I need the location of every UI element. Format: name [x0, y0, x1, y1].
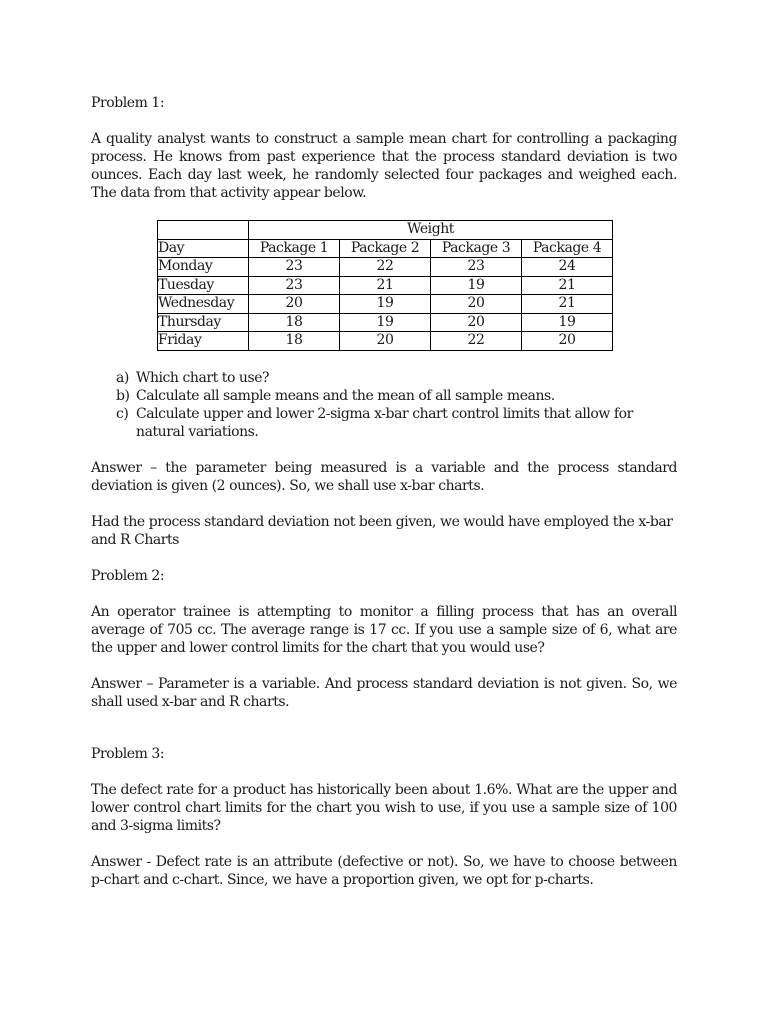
table-header-row — [158, 239, 613, 258]
problem1-note: Had the process standard deviation not been given, we would have employed the x-bar and R Charts — [91, 513, 673, 548]
table-cell: 23 — [249, 258, 340, 277]
table-row — [158, 258, 613, 277]
list-marker: c) — [116, 405, 129, 422]
problem3-answer: Answer - Defect rate is an attribute (defective or not). So, we have to choose between p-chart and c-chart. Since, we have a proportion given, we opt for p-charts. — [91, 853, 677, 888]
question-text: Calculate upper and lower 2-sigma x-bar chart control limits that allow for natural variations. — [136, 405, 633, 440]
table-cell: 23 — [431, 258, 522, 277]
list-item — [116, 387, 677, 405]
table-group-header: Weight — [249, 221, 613, 240]
document-page — [91, 94, 677, 889]
problem1-heading: Problem 1: — [91, 95, 165, 111]
table-cell: 20 — [249, 295, 340, 314]
table-cell: 21 — [340, 276, 431, 295]
table-cell: 20 — [340, 332, 431, 351]
table-header-cell: Package 1 — [249, 239, 340, 258]
table-cell: 20 — [431, 295, 522, 314]
problem2-text: An operator trainee is attempting to monitor a filling process that has an overall average of 705 cc. The average range is 17 cc. If you use a sample size of 6, what are the upper and lower control limits for the chart that you would use? — [91, 603, 677, 656]
table-cell: Tuesday — [158, 276, 249, 295]
table-cell: 18 — [249, 313, 340, 332]
table-cell: 24 — [522, 258, 613, 277]
table-cell: Monday — [158, 258, 249, 277]
table-cell: Wednesday — [158, 295, 249, 314]
table-header-cell: Package 4 — [522, 239, 613, 258]
problem2-heading: Problem 2: — [91, 567, 165, 584]
question-list — [116, 369, 677, 441]
table-row — [158, 276, 613, 295]
weight-table — [157, 220, 613, 351]
problem3-text: The defect rate for a product has historically been about 1.6%. What are the upper and lower control chart limits for the chart you wish to use, if you use a sample size of 100 and 3-sigma limits? — [91, 781, 677, 834]
question-text: Calculate all sample means and the mean of all sample means. — [136, 387, 555, 404]
table-cell: Friday — [158, 332, 249, 351]
list-marker: a) — [116, 369, 129, 386]
table-cell: 18 — [249, 332, 340, 351]
table-row — [158, 295, 613, 314]
table-row — [158, 332, 613, 351]
list-marker: b) — [116, 387, 130, 404]
table-cell: 22 — [340, 258, 431, 277]
table-header-cell: Package 2 — [340, 239, 431, 258]
table-cell: 20 — [431, 313, 522, 332]
question-text: Which chart to use? — [136, 369, 270, 386]
problem1-answer: Answer – the parameter being measured is a variable and the process standard deviation is given (2 ounces). So, we shall use x-bar charts. — [91, 459, 677, 494]
table-cell: 20 — [522, 332, 613, 351]
table-empty-cell — [158, 221, 249, 240]
table-cell: 21 — [522, 295, 613, 314]
table-cell: 19 — [522, 313, 613, 332]
table-header-cell: Day — [158, 239, 249, 258]
table-header-cell: Package 3 — [431, 239, 522, 258]
table-cell: 19 — [431, 276, 522, 295]
table-cell: 23 — [249, 276, 340, 295]
problem2-answer: Answer – Parameter is a variable. And process standard deviation is not given. So, we shall used x-bar and R charts. — [91, 675, 677, 710]
table-cell: 22 — [431, 332, 522, 351]
table-cell: 19 — [340, 313, 431, 332]
problem1-intro: A quality analyst wants to construct a sample mean chart for controlling a packaging process. He knows from past experience that the process standard deviation is two ounces. Each day last week, he randomly selected four packages and weighed each. The data from that activity appear below. — [91, 131, 677, 201]
problem3-heading: Problem 3: — [91, 745, 165, 762]
list-item — [116, 405, 677, 441]
table-group-header-row — [158, 221, 613, 240]
table-cell: 21 — [522, 276, 613, 295]
list-item — [116, 369, 677, 387]
table-row — [158, 313, 613, 332]
table-cell: 19 — [340, 295, 431, 314]
table-cell: Thursday — [158, 313, 249, 332]
